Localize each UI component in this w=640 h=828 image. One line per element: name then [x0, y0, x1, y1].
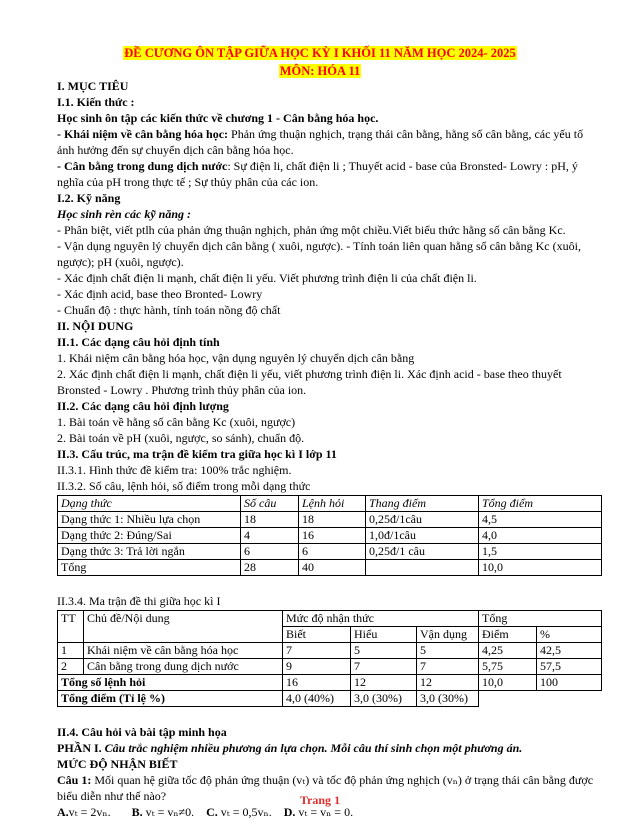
option-d-text: vₜ = vₙ = 0.: [295, 805, 354, 819]
table-cell: 7: [283, 643, 351, 659]
document-body: [57, 78, 602, 820]
table-cell: 2: [58, 659, 84, 675]
knowledge-item-2-text: : Sự điện li, chất điện li ; Thuyết acid - base của Bronsted- Lowry : pH, ý nghĩa của pH trong thực tế ; Sự thủy phân của các ion.: [57, 159, 578, 189]
question-text: Mối quan hệ giữa tốc độ phản ứng thuận (vₜ) và tốc độ phản ứng nghịch (vₙ) ở trạng thái cân bằng được biểu diễn như thế nào?: [57, 773, 594, 803]
table-cell: Cân bằng trong dung dịch nước: [84, 659, 283, 675]
exam-format-line: II.3.1. Hình thức đề kiểm tra: 100% trắc nghiệm.: [57, 463, 292, 477]
table-cell: 18: [241, 512, 299, 528]
table-row: [58, 675, 602, 691]
page-label: Trang: [299, 793, 332, 807]
table-cell: Tổng: [58, 560, 241, 576]
option-d-label: D.: [283, 805, 296, 819]
part-label: PHẦN I.: [57, 741, 102, 755]
table-cell: 6: [241, 544, 299, 560]
table-header-cell: Vận dụng: [417, 627, 479, 643]
part-heading: [57, 740, 602, 756]
table-header-cell: Tổng điểm: [479, 496, 602, 512]
table-row: [58, 659, 602, 675]
knowledge-item-2-label: - Cân bằng trong dung dịch nước: [57, 159, 228, 173]
table-cell: 7: [417, 659, 479, 675]
table-cell: 10,0: [479, 560, 602, 576]
table-cell: 0,25đ/1câu: [366, 512, 479, 528]
table-header-cell: Thang điểm: [366, 496, 479, 512]
question-format-table: [57, 495, 602, 576]
table-header-cell: Lệnh hỏi: [299, 496, 366, 512]
table-cell: 18: [299, 512, 366, 528]
skill-item: - Phân biệt, viết ptlh của phản ứng thuận nghịch, phản ứng một chiều.Viết biểu thức hằng số cân bằng Kc.: [57, 223, 566, 237]
knowledge-item-1-label: - Khái niệm về cân bằng hóa học:: [57, 127, 229, 141]
table-cell: 3,0 (30%): [417, 691, 479, 707]
option-b-text: vₜ = vₙ≠0.: [142, 805, 195, 819]
table-cell: 1,0đ/1câu: [366, 528, 479, 544]
table-header-row: [58, 496, 602, 512]
skill-item: - Xác định acid, base theo Bronted- Lowry: [57, 287, 263, 301]
table-cell: 28: [241, 560, 299, 576]
table-row: [58, 691, 602, 707]
knowledge-item-1-text: Phản ứng thuận nghịch, trạng thái cân bằng, hằng số cân bằng, các yếu tố ảnh hưởng đến sự chuyển dịch cân bằng hóa học.: [57, 127, 584, 157]
table-cell: Dạng thức 2: Đúng/Sai: [58, 528, 241, 544]
knowledge-intro: Học sinh ôn tập các kiến thức về chương 1 - Cân bằng hóa học.: [57, 111, 379, 125]
table-cell-empty: [479, 691, 602, 707]
table-header-cell: Dạng thức: [58, 496, 241, 512]
table-cell: Tổng điểm (Tỉ lệ %): [58, 691, 283, 707]
page-number: [0, 793, 640, 808]
skill-item: - Xác định chất điện li mạnh, chất điện li yếu. Viết phương trình điện li của chất điện li.: [57, 271, 477, 285]
table-header-cell: Biết: [283, 627, 351, 643]
exam-matrix-table: [57, 610, 602, 707]
table-row: [58, 544, 602, 560]
table-header-cell: Mức độ nhận thức: [283, 611, 479, 627]
table-cell: 5: [417, 643, 479, 659]
table-header-cell: Điểm: [479, 627, 537, 643]
subsection-heading-skills: I.2. Kỹ năng: [57, 191, 121, 205]
table-cell: 7: [351, 659, 417, 675]
quantitative-item: 2. Bài toán về pH (xuôi, ngược, so sánh), chuẩn độ.: [57, 431, 305, 445]
table-cell: 42,5: [537, 643, 602, 659]
section-heading-content: II. NỘI DUNG: [57, 319, 134, 333]
table-header-cell: Số câu: [241, 496, 299, 512]
document-title: ĐỀ CƯƠNG ÔN TẬP GIỮA HỌC KỲ I KHỐI 11 NĂM HỌC 2024- 2025: [124, 46, 516, 60]
skills-intro: Học sinh rèn các kỹ năng :: [57, 207, 192, 221]
table-row: [58, 643, 602, 659]
table-cell: Khái niệm về cân bằng hóa học: [84, 643, 283, 659]
skill-item: - Chuẩn độ : thực hành, tính toán nồng độ chất: [57, 303, 281, 317]
table-cell: 16: [299, 528, 366, 544]
skill-item: - Vận dụng nguyên lý chuyển dịch cân bằng ( xuôi, ngược). - Tính toán liên quan hằng số cân bằng Kc (xuôi, ngược); pH (xuôi, ngược).: [57, 239, 581, 269]
table-cell: 5: [351, 643, 417, 659]
table-row: [58, 560, 602, 576]
table-cell: Dạng thức 1: Nhiều lựa chọn: [58, 512, 241, 528]
table-cell: 3,0 (30%): [351, 691, 417, 707]
table2-caption: II.3.4. Ma trận đề thi giữa học kì I: [57, 594, 221, 608]
table-cell: 1: [58, 643, 84, 659]
option-c-text: vₜ = 0,5vₙ.: [217, 805, 272, 819]
table-cell: 100: [537, 675, 602, 691]
page-number-value: 1: [334, 793, 341, 807]
subsection-heading-examples: II.4. Câu hỏi và bài tập minh họa: [57, 725, 227, 739]
option-c-label: C.: [206, 805, 218, 819]
option-a-label: A.: [57, 805, 69, 819]
table-cell: 57,5: [537, 659, 602, 675]
option-b-label: B.: [131, 805, 143, 819]
knowledge-item-2: [57, 158, 602, 190]
table-row: [58, 528, 602, 544]
knowledge-item-1: [57, 126, 602, 158]
table-cell: 9: [283, 659, 351, 675]
level-heading: MỨC ĐỘ NHẬN BIẾT: [57, 757, 178, 771]
section-heading-objectives: I. MỤC TIÊU: [57, 79, 129, 93]
subsection-heading-knowledge: I.1. Kiến thức :: [57, 95, 135, 109]
question-label: Câu 1:: [57, 773, 92, 787]
table-cell: 12: [351, 675, 417, 691]
table-cell: 4,0: [479, 528, 602, 544]
qualitative-item: 2. Xác định chất điện li mạnh, chất điện li yếu, viết phương trình điện li. Xác định acid - base theo thuyết Bronsted - Lowry . Phương trình thủy phân của ion.: [57, 367, 562, 397]
table-cell: Dạng thức 3: Trả lời ngắn: [58, 544, 241, 560]
table-cell: 40: [299, 560, 366, 576]
table-header-cell: Tổng: [479, 611, 602, 627]
table-header-cell: %: [537, 627, 602, 643]
subsection-heading-quantitative: II.2. Các dạng câu hỏi định lượng: [57, 399, 229, 413]
quantitative-item: 1. Bài toán về hằng số cân bằng Kc (xuôi, ngược): [57, 415, 296, 429]
table-cell: 0,25đ/1 câu: [366, 544, 479, 560]
part-text: Câu trắc nghiệm nhiều phương án lựa chọn. Mỗi câu thí sinh chọn một phương án.: [101, 741, 523, 755]
document-header: [0, 44, 640, 80]
table-cell: 4: [241, 528, 299, 544]
table-cell: 1,5: [479, 544, 602, 560]
table-cell: 12: [417, 675, 479, 691]
subject-title: MÔN: HÓA 11: [279, 64, 361, 78]
table-header-row: [58, 611, 602, 627]
qualitative-item: 1. Khái niệm cân bằng hóa học, vận dụng nguyên lý chuyển dịch cân bằng: [57, 351, 415, 365]
option-a-text: vₜ = 2vₙ.: [68, 805, 111, 819]
subsection-heading-matrix: II.3. Cấu trúc, ma trận đề kiểm tra giữa học kì I lớp 11: [57, 447, 337, 461]
table-cell: 16: [283, 675, 351, 691]
table-cell: 6: [299, 544, 366, 560]
table-row: [58, 512, 602, 528]
subsection-heading-qualitative: II.1. Các dạng câu hỏi định tính: [57, 335, 220, 349]
table1-caption: II.3.2. Số câu, lệnh hỏi, số điểm trong mỗi dạng thức: [57, 479, 311, 493]
table-cell: 4,0 (40%): [283, 691, 351, 707]
table-cell: Tổng số lệnh hỏi: [58, 675, 283, 691]
table-cell: 10,0: [479, 675, 537, 691]
table-header-cell: Hiểu: [351, 627, 417, 643]
table-cell: 5,75: [479, 659, 537, 675]
table-cell: 4,5: [479, 512, 602, 528]
table-cell: [366, 560, 479, 576]
table-header-cell: TT: [58, 611, 84, 643]
table-header-cell: Chủ đề/Nội dung: [84, 611, 283, 643]
table-cell: 4,25: [479, 643, 537, 659]
